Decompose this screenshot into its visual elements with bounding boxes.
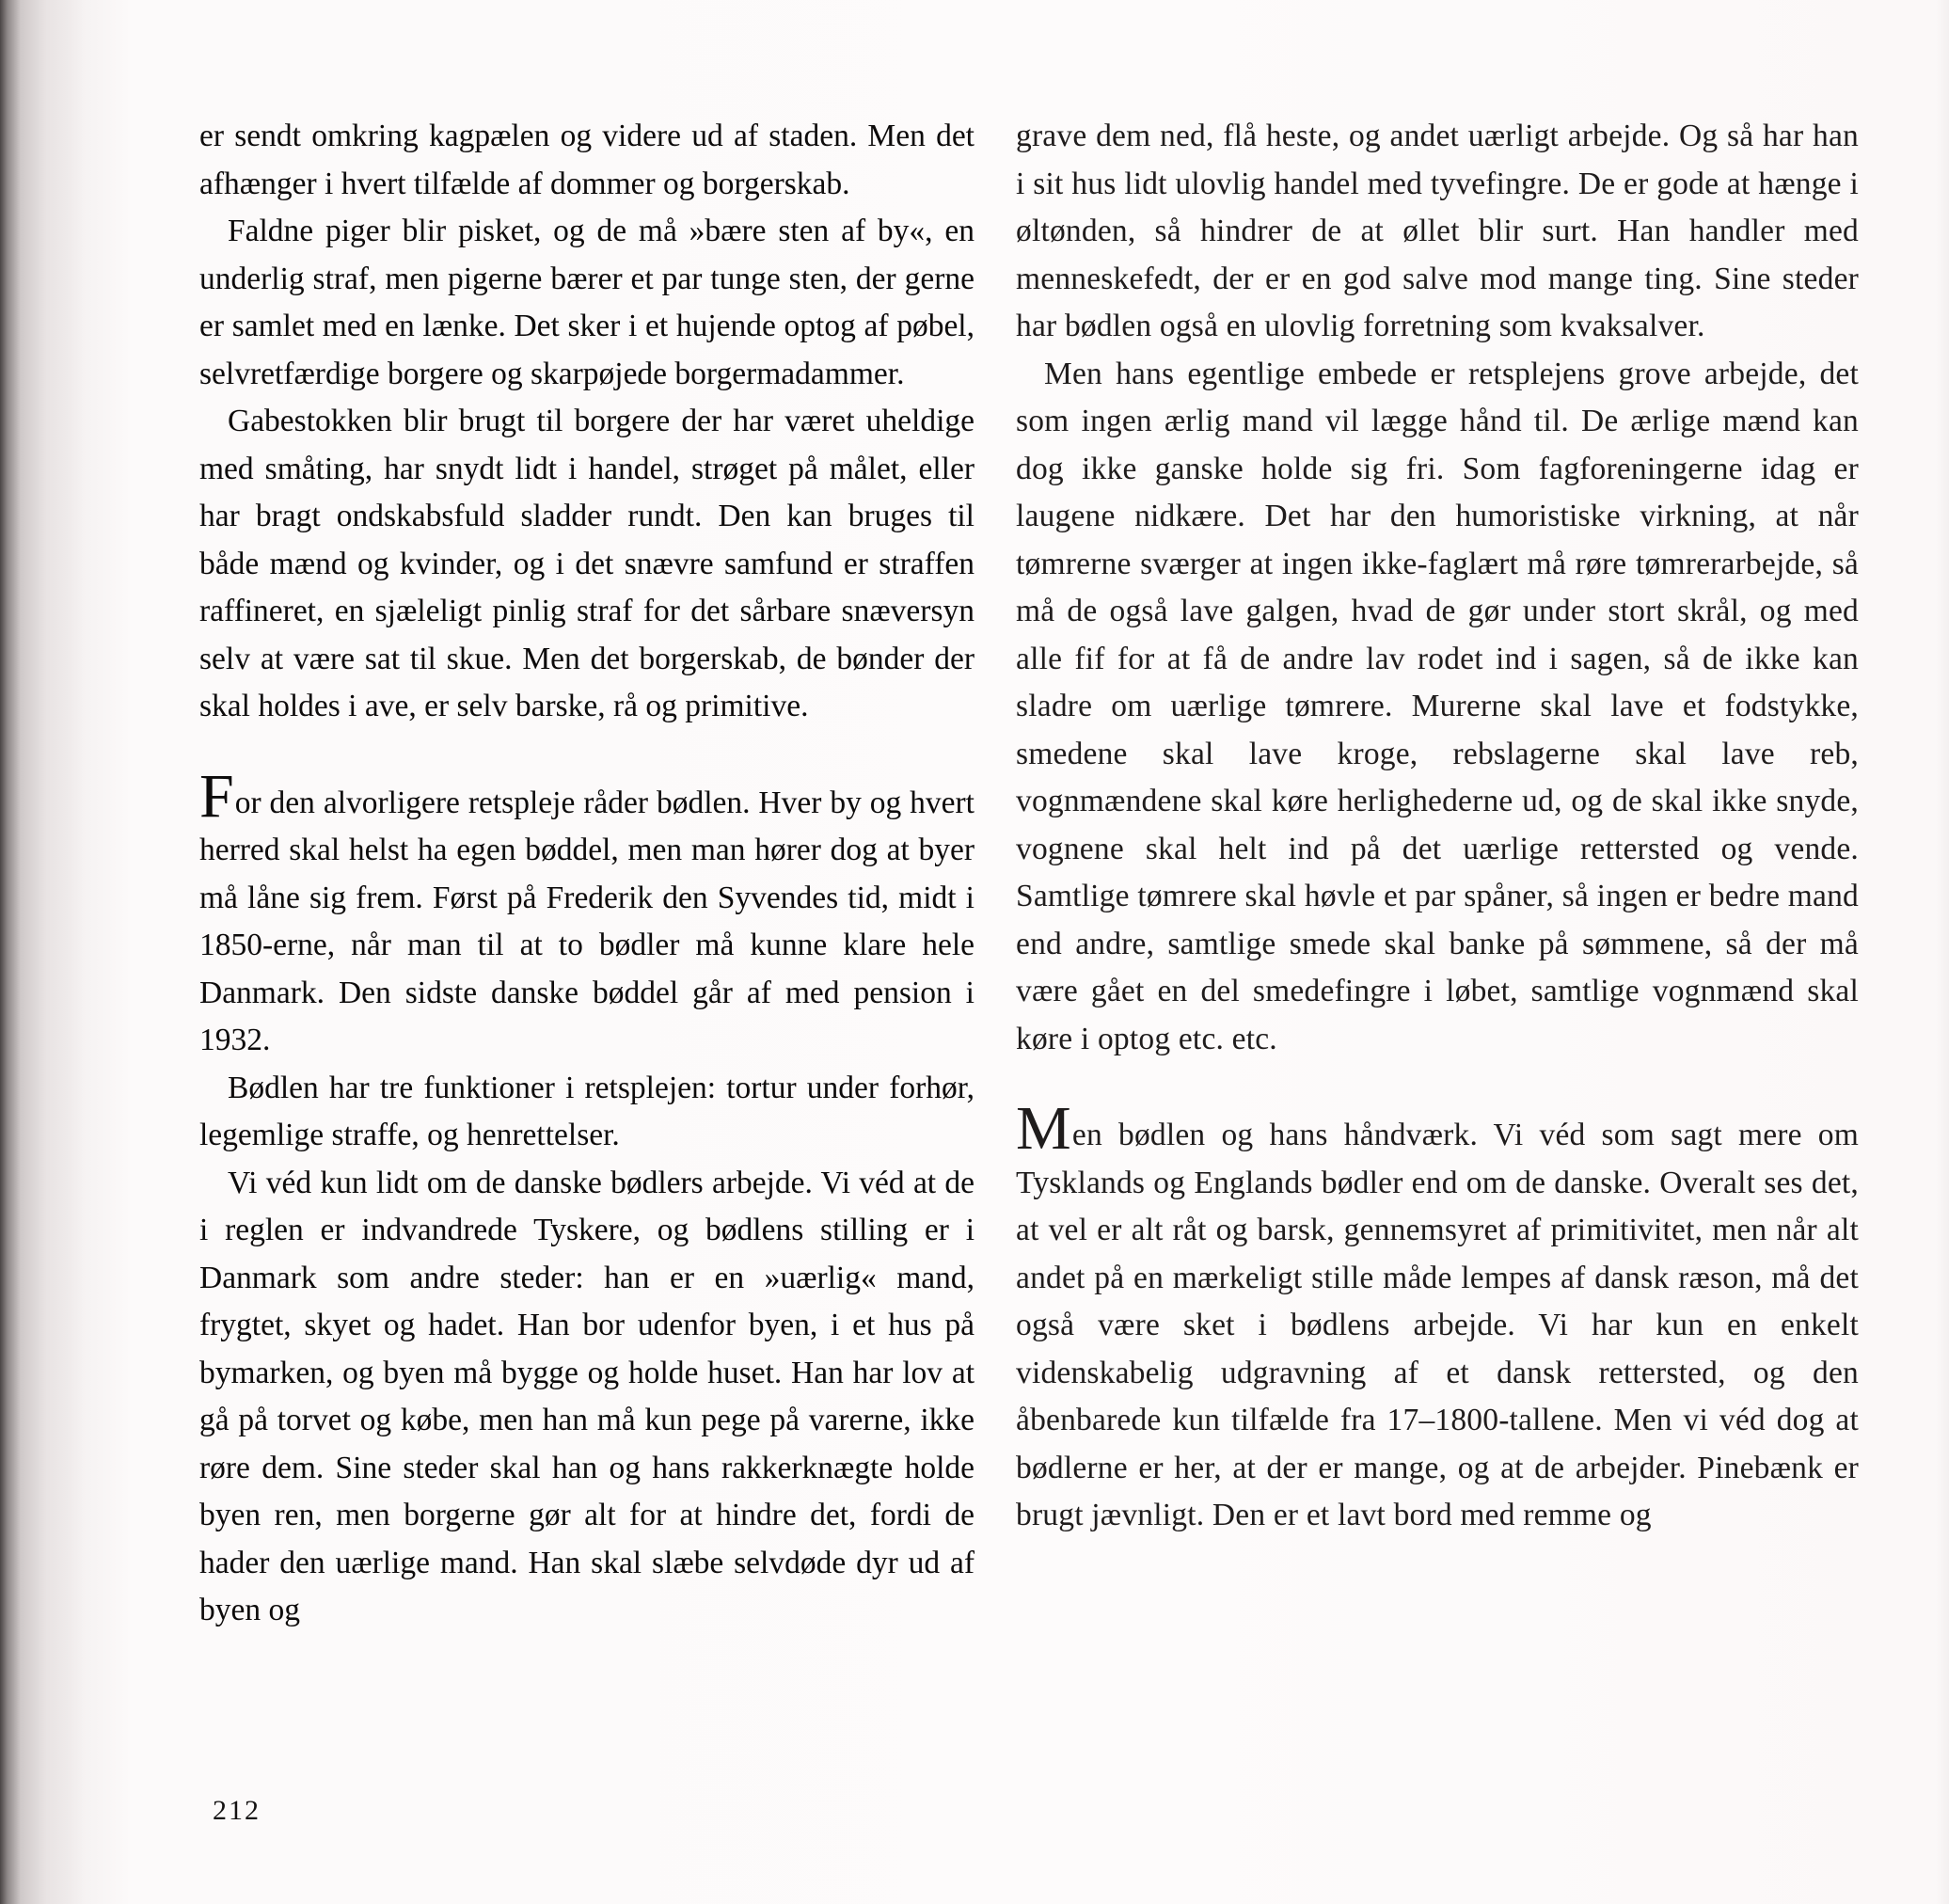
paragraph: Men hans egentlige embede er retsplejens grove arbejde, det som ingen ærlig mand vil lægge hånd til. De ærlige mænd kan dog ikke ganske holde sig fri. Som fagforeningerne idag er laugene nidkære. Det har den humoristiske virkning, at når tømrerne sværger at ingen ikke-faglært må røre tømrerarbejde, så må de også lave galgen, hvad de gør under stort skrål, og med alle fif for at få de andre lav rodet ind i sagen, så de ikke kan sladre om uærlige tømrere. Murerne skal lave et fodstykke, smedene skal lave kroge, rebslagerne skal lave reb, vognmændene skal køre herlighederne ud, og de skal ikke snyde, vognene skal helt ind på det uærlige rettersted og vende. Samtlige tømrere skal høvle et par spåner, så ingen er bedre mand end andre, samtlige smede skal banke på sømmene, så der må være gået en del smedefingre i løbet, samtlige vognmænd skal køre i optog etc. etc. <box>1016 356 1859 1056</box>
paragraph: grave dem ned, flå heste, og andet uærligt arbejde. Og så har han i sit hus lidt ulovlig handel med tyvefingre. De er gode at hænge i øltønden, så hindrer de at øllet blir surt. Han handler med menneskefedt, der er en god salve mod mange ting. Sine steder har bødlen også en ulovlig forretning som kvaksalver. <box>1016 119 1859 343</box>
book-spine-shadow <box>0 0 85 1904</box>
section-paragraph <box>199 761 974 1065</box>
left-text-column <box>199 113 974 1635</box>
right-text-column <box>1016 113 1859 1540</box>
page-edge <box>1936 0 1949 1904</box>
paragraph: Gabestokken blir brugt til borgere der har været uheldige med småting, har snydt lidt i handel, strøget på målet, eller har bragt ondskabsfuld sladder rundt. Den kan bruges til både mænd og kvinder, og i det snævre samfund er straffen raffineret, en sjæleligt pinlig straf for det sårbare snæversyn selv at være sat til skue. Men det borgerskab, de bønder der skal holdes i ave, er selv barske, rå og primitive. <box>199 404 974 723</box>
drop-cap: M <box>1016 1094 1071 1163</box>
paragraph-text: en bødlen og hans håndværk. Vi véd som sagt mere om Tysklands og Englands bødler end om de danske. Overalt ses det, at vel er alt råt og barsk, gennemsyret af primitivitet, men når alt andet på en mærkeligt stille måde lempes af dansk ræson, må det også være sket i bødlens arbejde. Vi har kun en enkelt videnskabelig udgravning af et dansk rettersted, og den åbenbarede kun tilfælde fra 17–1800-tallene. Men vi véd dog at bødlerne er her, at der er mange, og at de arbejder. Pinebænk er brugt jævnligt. Den er et lavt bord med remme og <box>1016 1118 1859 1532</box>
page-number: 212 <box>213 1795 261 1826</box>
section-paragraph <box>1016 1094 1859 1540</box>
paragraph: Bødlen har tre funktioner i retsplejen: tortur under forhør, legemlige straffe, og henrettelser. <box>199 1070 974 1152</box>
paragraph: Vi véd kun lidt om de danske bødlers arbejde. Vi véd at de i reglen er indvandrede Tyskere, og bødlens stilling er i Danmark som andre steder: han er en »uærlig« mand, frygtet, skyet og hadet. Han bor udenfor byen, i et hus på bymarken, og byen må bygge og holde huset. Han har lov at gå på torvet og købe, men han må kun pege på varerne, ikke røre dem. Sine steder skal han og hans rakkerknægte holde byen ren, men borgerne gør alt for at hindre det, fordi de hader den uærlige mand. Han skal slæbe selvdøde dyr ud af byen og <box>199 1165 974 1627</box>
drop-cap: F <box>199 761 234 831</box>
paragraph-text: or den alvorligere retspleje råder bødlen. Hver by og hvert herred skal helst ha egen bøddel, men man hører dog at byer må låne sig frem. Først på Frederik den Syvendes tid, midt i 1850-erne, når man til at to bødler må kunne klare hele Danmark. Den sidste danske bøddel går af med pension i 1932. <box>199 785 974 1057</box>
paragraph: er sendt omkring kagpælen og videre ud af staden. Men det afhænger i hvert tilfælde af dommer og borgerskab. <box>199 119 974 201</box>
paragraph: Faldne piger blir pisket, og de må »bære sten af by«, en underlig straf, men pigerne bærer et par tunge sten, der gerne er samlet med en lænke. Det sker i et hujende optog af pøbel, selvretfærdige borgere og skarpøjede borgermadammer. <box>199 214 974 391</box>
